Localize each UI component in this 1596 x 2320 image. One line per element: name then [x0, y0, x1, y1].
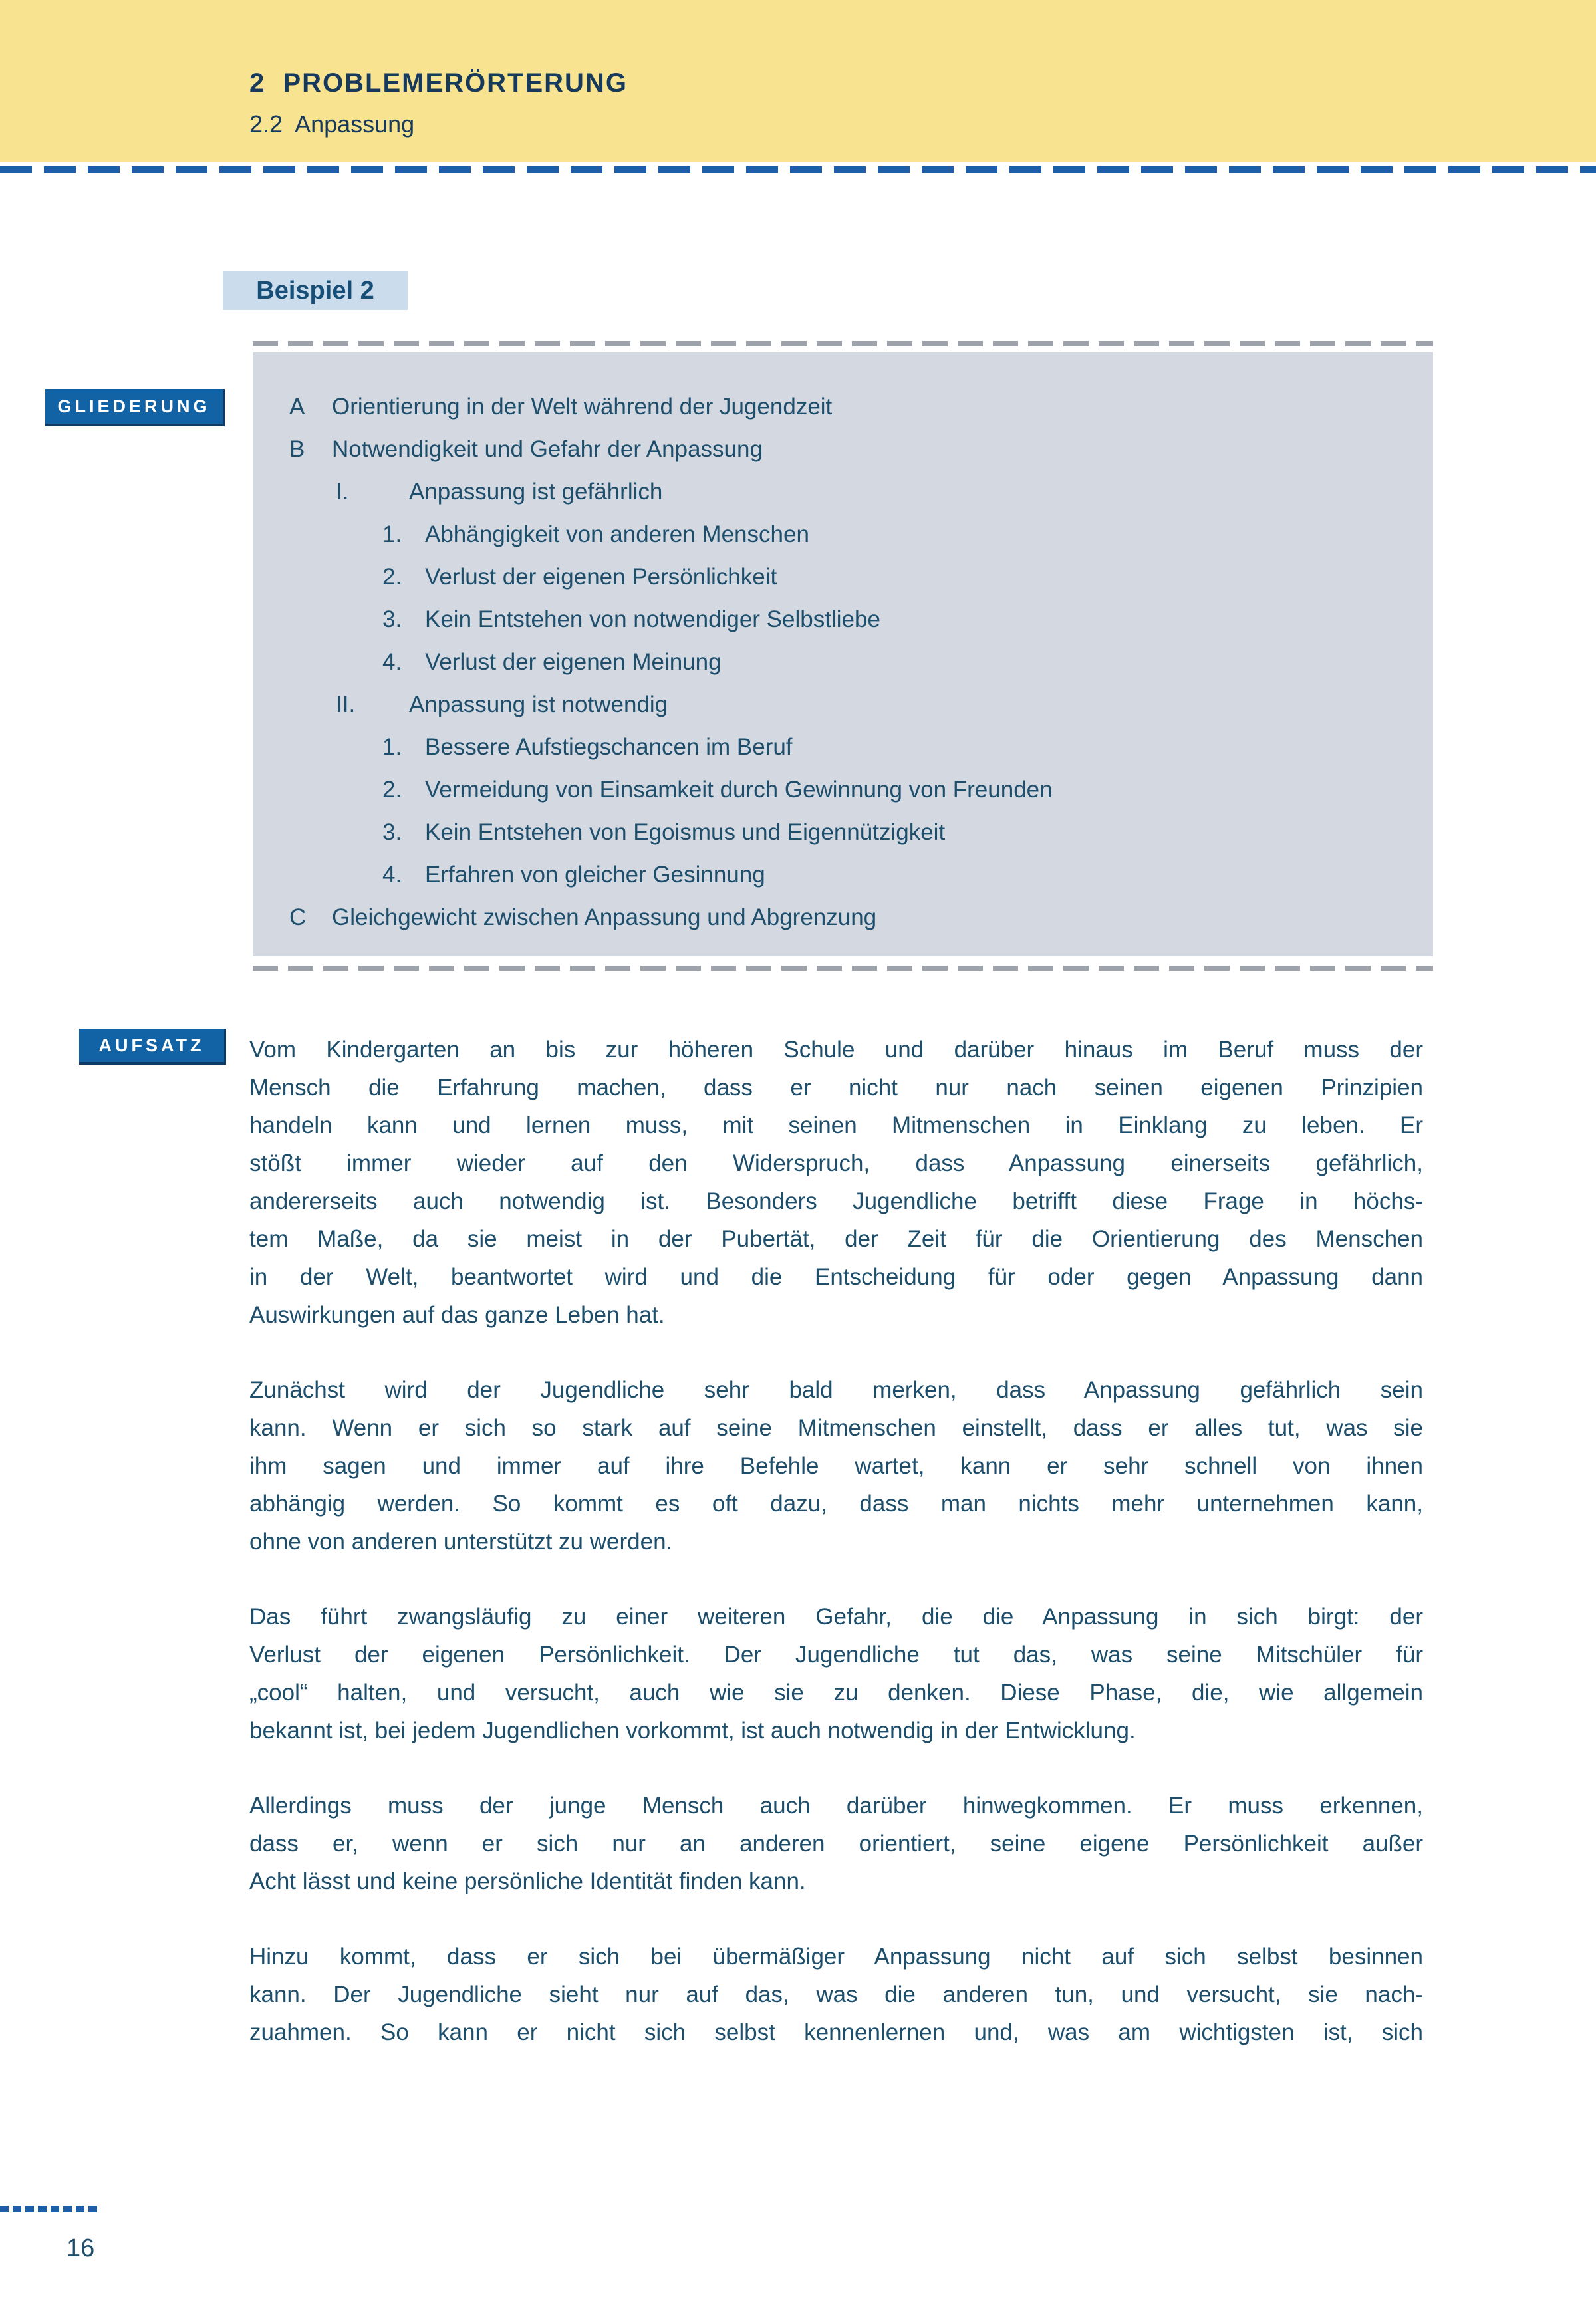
outline-item [289, 556, 1413, 598]
essay-line: Mensch die Erfahrung machen, dass er nicht nur nach seinen eigenen Prinzipien [249, 1075, 1423, 1100]
outline-item [289, 896, 1413, 939]
outline-item-text: Anpassung ist notwendig [409, 692, 668, 717]
essay-line: zuahmen. So kann er nicht sich selbst kennenlernen und, was am wichtigsten ist, sich [249, 2019, 1423, 2045]
essay-line: kann. Wenn er sich so stark auf seine Mitmenschen einstellt, dass er alles tut, was sie [249, 1415, 1423, 1441]
outline-box [253, 352, 1433, 956]
aufsatz-label: AUFSATZ [79, 1029, 226, 1065]
outline-item-text: Orientierung in der Welt während der Jugendzeit [332, 394, 833, 420]
outline-item [289, 428, 1413, 471]
essay-line: andererseits auch notwendig ist. Besonders Jugendliche betrifft diese Frage in höchs- [249, 1188, 1423, 1214]
essay-line: Verlust der eigenen Persönlichkeit. Der Jugendliche tut das, was seine Mitschüler für [249, 1642, 1423, 1668]
outline-item [289, 684, 1413, 726]
outline-item-label: I. [336, 479, 349, 505]
essay-line: tem Maße, da sie meist in der Pubertät, der Zeit für die Orientierung des Menschen [249, 1226, 1423, 1252]
outline-item [289, 513, 1413, 556]
outline-item-label: C [289, 904, 307, 930]
outline-item-label: B [289, 436, 305, 462]
gliederung-label: GLIEDERUNG [45, 389, 225, 426]
essay-line: Vom Kindergarten an bis zur höheren Schule und darüber hinaus im Beruf muss der [249, 1037, 1423, 1063]
outline-item-label: A [289, 394, 305, 420]
outline-item-label: 4. [382, 862, 402, 888]
outline-item-label: 1. [382, 521, 402, 547]
outline-item-label: 2. [382, 777, 402, 803]
outline-item-label: 3. [382, 606, 402, 632]
essay-line: bekannt ist, bei jedem Jugendlichen vorkommt, ist auch notwendig in der Entwicklung. [249, 1718, 1136, 1743]
essay-line: Das führt zwangsläufig zu einer weiteren Gefahr, die die Anpassung in sich birgt: der [249, 1604, 1423, 1630]
essay-line: Zunächst wird der Jugendliche sehr bald merken, dass Anpassung gefährlich sein [249, 1377, 1423, 1403]
outline-item [289, 726, 1413, 769]
outline-item-text: Erfahren von gleicher Gesinnung [425, 862, 765, 888]
outline-item-text: Verlust der eigenen Persönlichkeit [425, 564, 777, 590]
page-number: 16 [66, 2234, 95, 2262]
essay-line: abhängig werden. So kommt es oft dazu, dass man nichts mehr unternehmen kann, [249, 1491, 1423, 1517]
outline-item-text: Bessere Aufstiegschancen im Beruf [425, 734, 793, 760]
outline-item-text: Kein Entstehen von Egoismus und Eigennützigkeit [425, 819, 946, 845]
essay-line: Hinzu kommt, dass er sich bei übermäßiger Anpassung nicht auf sich selbst besinnen [249, 1944, 1423, 1970]
footer-dashed-line [0, 2206, 100, 2212]
essay-paragraph [249, 1371, 1423, 1561]
outline-item-label: 1. [382, 734, 402, 760]
essay-line: Acht lässt und keine persönliche Identität finden kann. [249, 1869, 806, 1894]
outline-item-text: Vermeidung von Einsamkeit durch Gewinnung von Freunden [425, 777, 1053, 803]
essay-line: Auswirkungen auf das ganze Leben hat. [249, 1302, 665, 1328]
outline-item-label: II. [336, 692, 356, 717]
chapter-band [0, 0, 1596, 162]
outline-box-bottom-dashed-border [253, 966, 1433, 971]
outline-item-text: Notwendigkeit und Gefahr der Anpassung [332, 436, 763, 462]
outline-item-text: Abhängigkeit von anderen Menschen [425, 521, 809, 547]
outline-item-text: Verlust der eigenen Meinung [425, 649, 722, 675]
outline-item [289, 811, 1413, 854]
header-dashed-divider [0, 166, 1596, 173]
essay-text [249, 1031, 1423, 2089]
outline-item [289, 854, 1413, 896]
outline-box-top-dashed-border [253, 341, 1433, 346]
essay-line: stößt immer wieder auf den Widerspruch, dass Anpassung einerseits gefährlich, [249, 1150, 1423, 1176]
outline-item-text: Kein Entstehen von notwendiger Selbstliebe [425, 606, 880, 632]
essay-line: Allerdings muss der junge Mensch auch darüber hinwegkommen. Er muss erkennen, [249, 1793, 1423, 1819]
essay-line: „cool“ halten, und versucht, auch wie sie zu denken. Diese Phase, die, wie allgemein [249, 1680, 1423, 1706]
outline-item [289, 386, 1413, 428]
essay-line: handeln kann und lernen muss, mit seinen Mitmenschen in Einklang zu leben. Er [249, 1112, 1423, 1138]
essay-paragraph [249, 1598, 1423, 1749]
outline-item [289, 471, 1413, 513]
example-badge: Beispiel 2 [223, 271, 408, 310]
outline-item-text: Gleichgewicht zwischen Anpassung und Abgrenzung [332, 904, 877, 930]
essay-paragraph [249, 1938, 1423, 2051]
essay-line: in der Welt, beantwortet wird und die Entscheidung für oder gegen Anpassung dann [249, 1264, 1423, 1290]
outline-item-text: Anpassung ist gefährlich [409, 479, 663, 505]
essay-line: kann. Der Jugendliche sieht nur auf das, was die anderen tun, und versucht, sie nach- [249, 1982, 1423, 2007]
essay-paragraph [249, 1031, 1423, 1334]
essay-paragraph [249, 1787, 1423, 1900]
chapter-title: 2 PROBLEMERÖRTERUNG [249, 68, 628, 98]
outline-item [289, 598, 1413, 641]
outline-item-label: 4. [382, 649, 402, 675]
essay-line: dass er, wenn er sich nur an anderen orientiert, seine eigene Persönlichkeit außer [249, 1831, 1423, 1857]
essay-line: ohne von anderen unterstützt zu werden. [249, 1529, 673, 1555]
section-title: 2.2 Anpassung [249, 110, 415, 138]
essay-line: ihm sagen und immer auf ihre Befehle wartet, kann er sehr schnell von ihnen [249, 1453, 1423, 1479]
outline-item [289, 769, 1413, 811]
outline-item-label: 3. [382, 819, 402, 845]
outline-item-label: 2. [382, 564, 402, 590]
outline-item [289, 641, 1413, 684]
